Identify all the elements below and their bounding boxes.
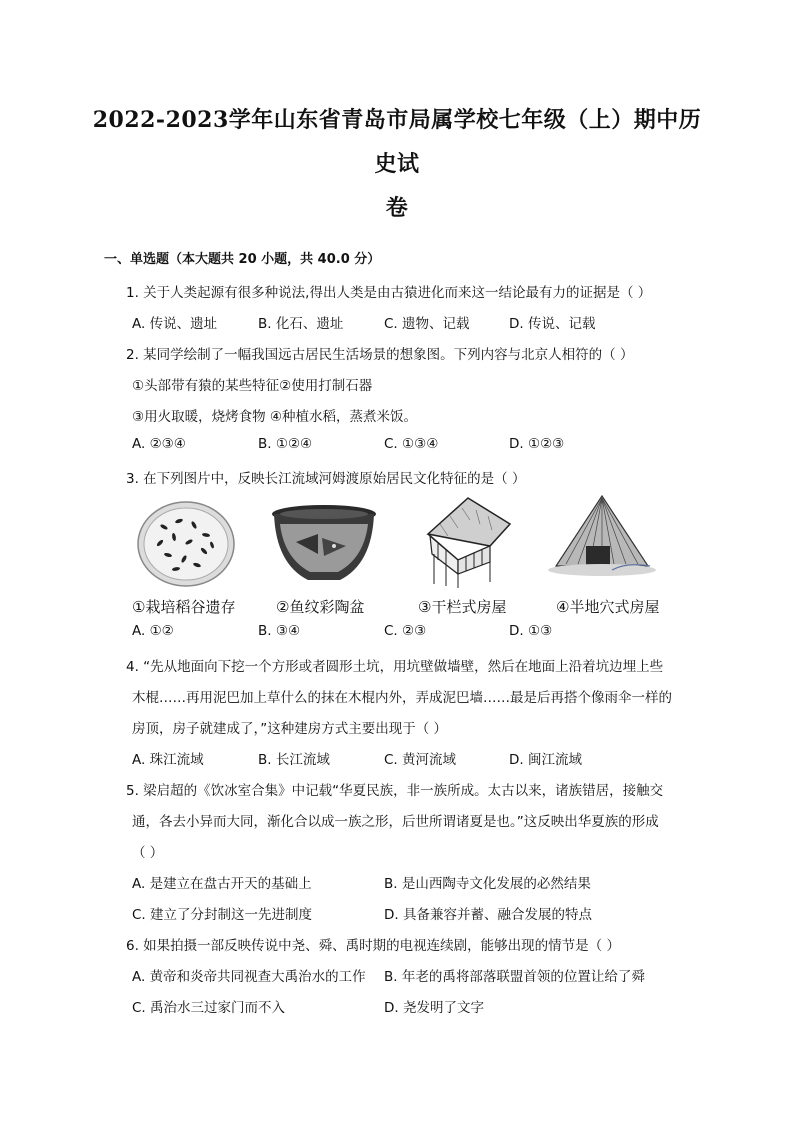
q6-option-a: A. 黄帝和炎帝共同视查大禹治水的工作 bbox=[132, 969, 366, 985]
question-5-line-1: 5. 梁启超的《饮冰室合集》中记载“华夏民族，非一族所成。太古以来，诸族错居，接触交 bbox=[126, 783, 664, 799]
question-6-stem: 6. 如果拍摄一部反映传说中尧、舜、禹时期的电视连续剧，能够出现的情节是（ ） bbox=[126, 938, 620, 954]
caption-pottery-basin: ②鱼纹彩陶盆 bbox=[276, 598, 365, 616]
section-heading: 一、单选题（本大题共 20 小题，共 40.0 分） bbox=[104, 252, 381, 267]
fish-pattern-pottery-basin-image bbox=[268, 502, 380, 588]
semi-subterranean-house-image bbox=[546, 492, 658, 586]
q4-option-b: B. 长江流域 bbox=[258, 752, 330, 768]
q4-option-c: C. 黄河流域 bbox=[384, 752, 457, 768]
q3-option-c: C. ②③ bbox=[384, 623, 427, 639]
q2-option-b: B. ①②④ bbox=[258, 436, 313, 452]
question-2-line-3: ③用火取暖，烧烤食物 ④种植水稻，蒸煮米饭。 bbox=[132, 409, 417, 425]
q1-option-d: D. 传说、记载 bbox=[509, 316, 596, 332]
caption-semi-subterranean-house: ④半地穴式房屋 bbox=[556, 598, 660, 616]
q1-option-c: C. 遗物、记载 bbox=[384, 316, 470, 332]
question-2-line-2: ①头部带有猿的某些特征②使用打制石器 bbox=[132, 378, 373, 394]
q3-option-d: D. ①③ bbox=[509, 623, 553, 639]
q5-option-d: D. 具备兼容并蓄、融合发展的特点 bbox=[384, 907, 592, 923]
question-5-line-2: 通，各去小异而大同，渐化合以成一族之形，后世所谓诸夏是也。”这反映出华夏族的形成 bbox=[132, 814, 659, 830]
q5-option-c: C. 建立了分封制这一先进制度 bbox=[132, 907, 313, 923]
q4-option-d: D. 闽江流域 bbox=[509, 752, 582, 768]
question-4-line-3: 房顶，房子就建成了，”这种建房方式主要出现于（ ） bbox=[132, 721, 448, 737]
exam-title bbox=[90, 98, 704, 230]
caption-stilt-house: ③干栏式房屋 bbox=[418, 598, 507, 616]
q6-option-d: D. 尧发明了文字 bbox=[384, 1000, 484, 1016]
q6-option-b: B. 年老的禹将部落联盟首领的位置让给了舜 bbox=[384, 969, 645, 985]
q3-option-a: A. ①② bbox=[132, 623, 174, 639]
question-4-line-2: 木棍……再用泥巴加上草什么的抹在木棍内外，弄成泥巴墙……最是后再搭个像雨伞一样的 bbox=[132, 690, 672, 706]
title-line-1: 2022-2023学年山东省青岛市局属学校七年级（上）期中历史试 bbox=[92, 107, 702, 177]
question-3-stem: 3. 在下列图片中，反映长江流域河姆渡原始居民文化特征的是（ ） bbox=[126, 471, 526, 487]
q1-option-a: A. 传说、遗址 bbox=[132, 316, 218, 332]
question-1-stem: 1. 关于人类起源有很多种说法,得出人类是由古猿进化而来这一结论最有力的证据是（ ） bbox=[126, 285, 652, 301]
q2-option-c: C. ①③④ bbox=[384, 436, 439, 452]
q2-option-d: D. ①②③ bbox=[509, 436, 565, 452]
title-line-2: 卷 bbox=[385, 195, 409, 221]
q1-option-b: B. 化石、遗址 bbox=[258, 316, 344, 332]
q6-option-c: C. 禹治水三过家门而不入 bbox=[132, 1000, 286, 1016]
q2-option-a: A. ②③④ bbox=[132, 436, 186, 452]
question-4-line-1: 4. “先从地面向下挖一个方形或者圆形土坑，用坑壁做墙壁，然后在地面上沿着坑边埋上些 bbox=[126, 659, 664, 675]
stilt-house-image bbox=[418, 494, 518, 590]
q4-option-a: A. 珠江流域 bbox=[132, 752, 204, 768]
rice-grain-remains-image bbox=[134, 497, 238, 589]
caption-rice-remains: ①栽培稻谷遗存 bbox=[132, 598, 236, 616]
q5-option-a: A. 是建立在盘古开天的基础上 bbox=[132, 876, 312, 892]
q3-option-b: B. ③④ bbox=[258, 623, 301, 639]
question-2-stem: 2. 某同学绘制了一幅我国远古居民生活场景的想象图。下列内容与北京人相符的（ ） bbox=[126, 347, 634, 363]
q5-option-b: B. 是山西陶寺文化发展的必然结果 bbox=[384, 876, 591, 892]
question-5-line-3: （ ） bbox=[132, 845, 164, 861]
